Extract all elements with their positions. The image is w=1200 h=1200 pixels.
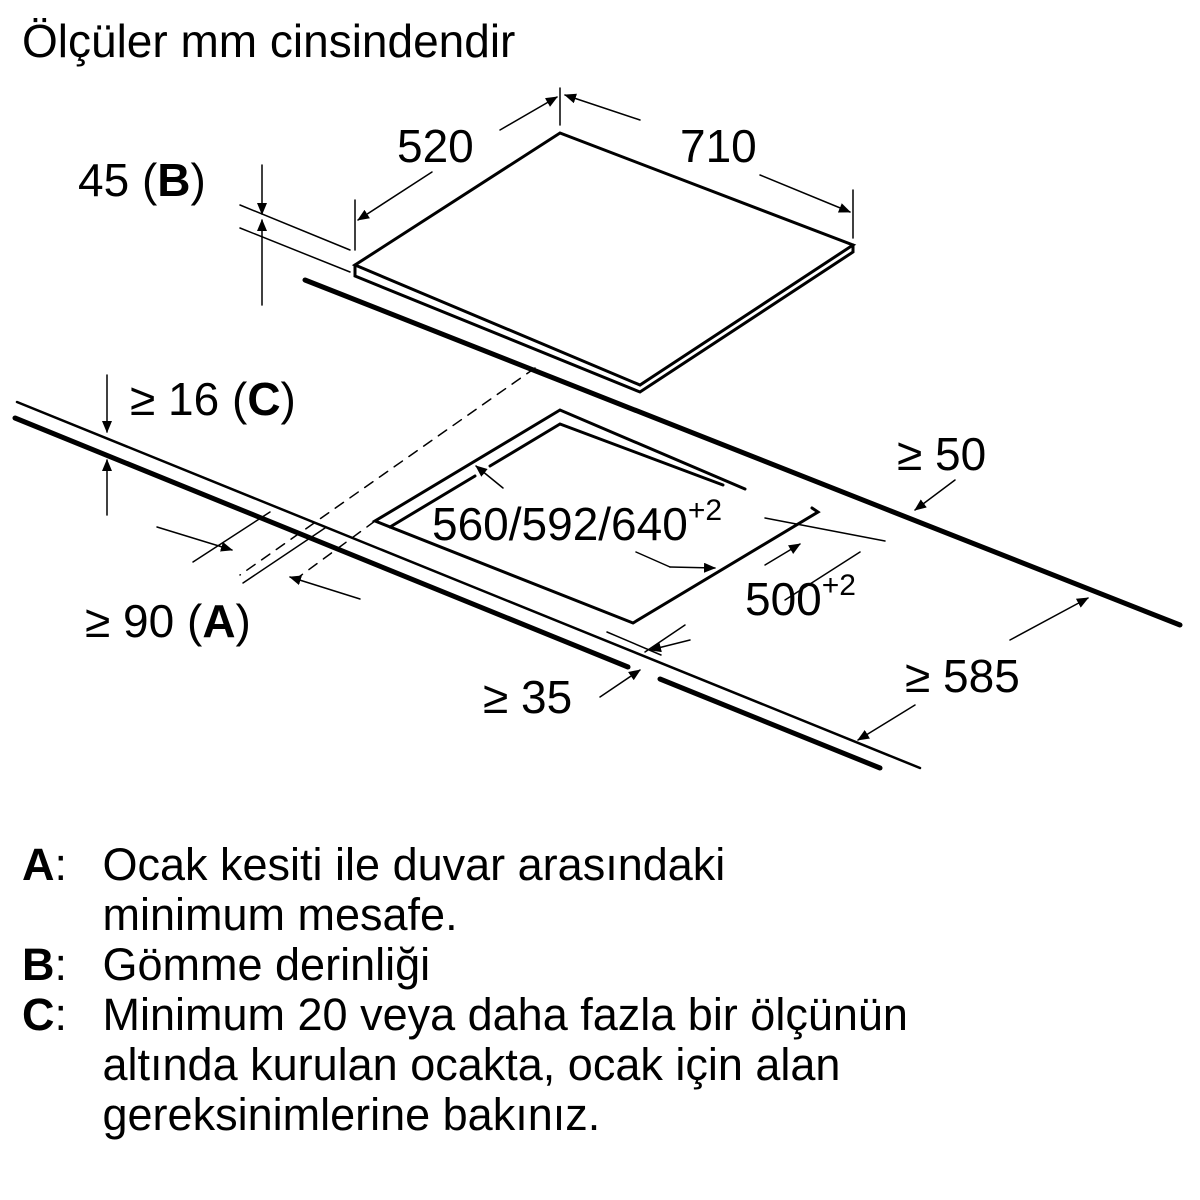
legend-key: B [22,939,55,990]
legend-text: Gömme derinliği [102,939,431,990]
legend-item-a: A : Ocak kesiti ile duvar arasındaki minimum mesafe. [22,839,726,940]
countertop-front-bottom-2 [660,679,880,768]
legend-key: C [22,989,55,1040]
dim-cutout-depth: $500^{+2}$ [745,569,856,625]
legend-item-c: C : Minimum 20 veya daha fazla bir ölçünün altında kurulan ocakta, ocak için alan gereksinimlerine bakınız. [22,989,908,1140]
legend-text: Minimum 20 veya daha fazla bir ölçünün altında kurulan ocakta, ocak için alan gereksinimlerine bakınız. [102,989,908,1140]
legend-key: A [22,839,55,890]
dim-counter-depth: ≥ 585 [905,650,1020,702]
dim-hob-width: 710 [680,120,757,172]
dim-embed-depth: 45 (B) [78,154,206,206]
dim-hob-depth: 520 [397,120,474,172]
page-title: Ölçüler mm cinsindendir [22,15,516,67]
dim-front-margin: ≥ 35 [483,671,573,723]
dim-cutout-width: $560/592/640^{+2}$ [432,494,723,550]
legend-text: Ocak kesiti ile duvar arasındaki minimum mesafe. [102,839,726,940]
dim-min-gap: ≥ 16 (C) [130,373,296,425]
legend-item-b: B : Gömme derinliği [22,939,431,990]
legend [22,840,908,1140]
dim-back-margin: ≥ 50 [897,428,987,480]
dim-wall-distance: ≥ 90 (A) [85,595,251,647]
